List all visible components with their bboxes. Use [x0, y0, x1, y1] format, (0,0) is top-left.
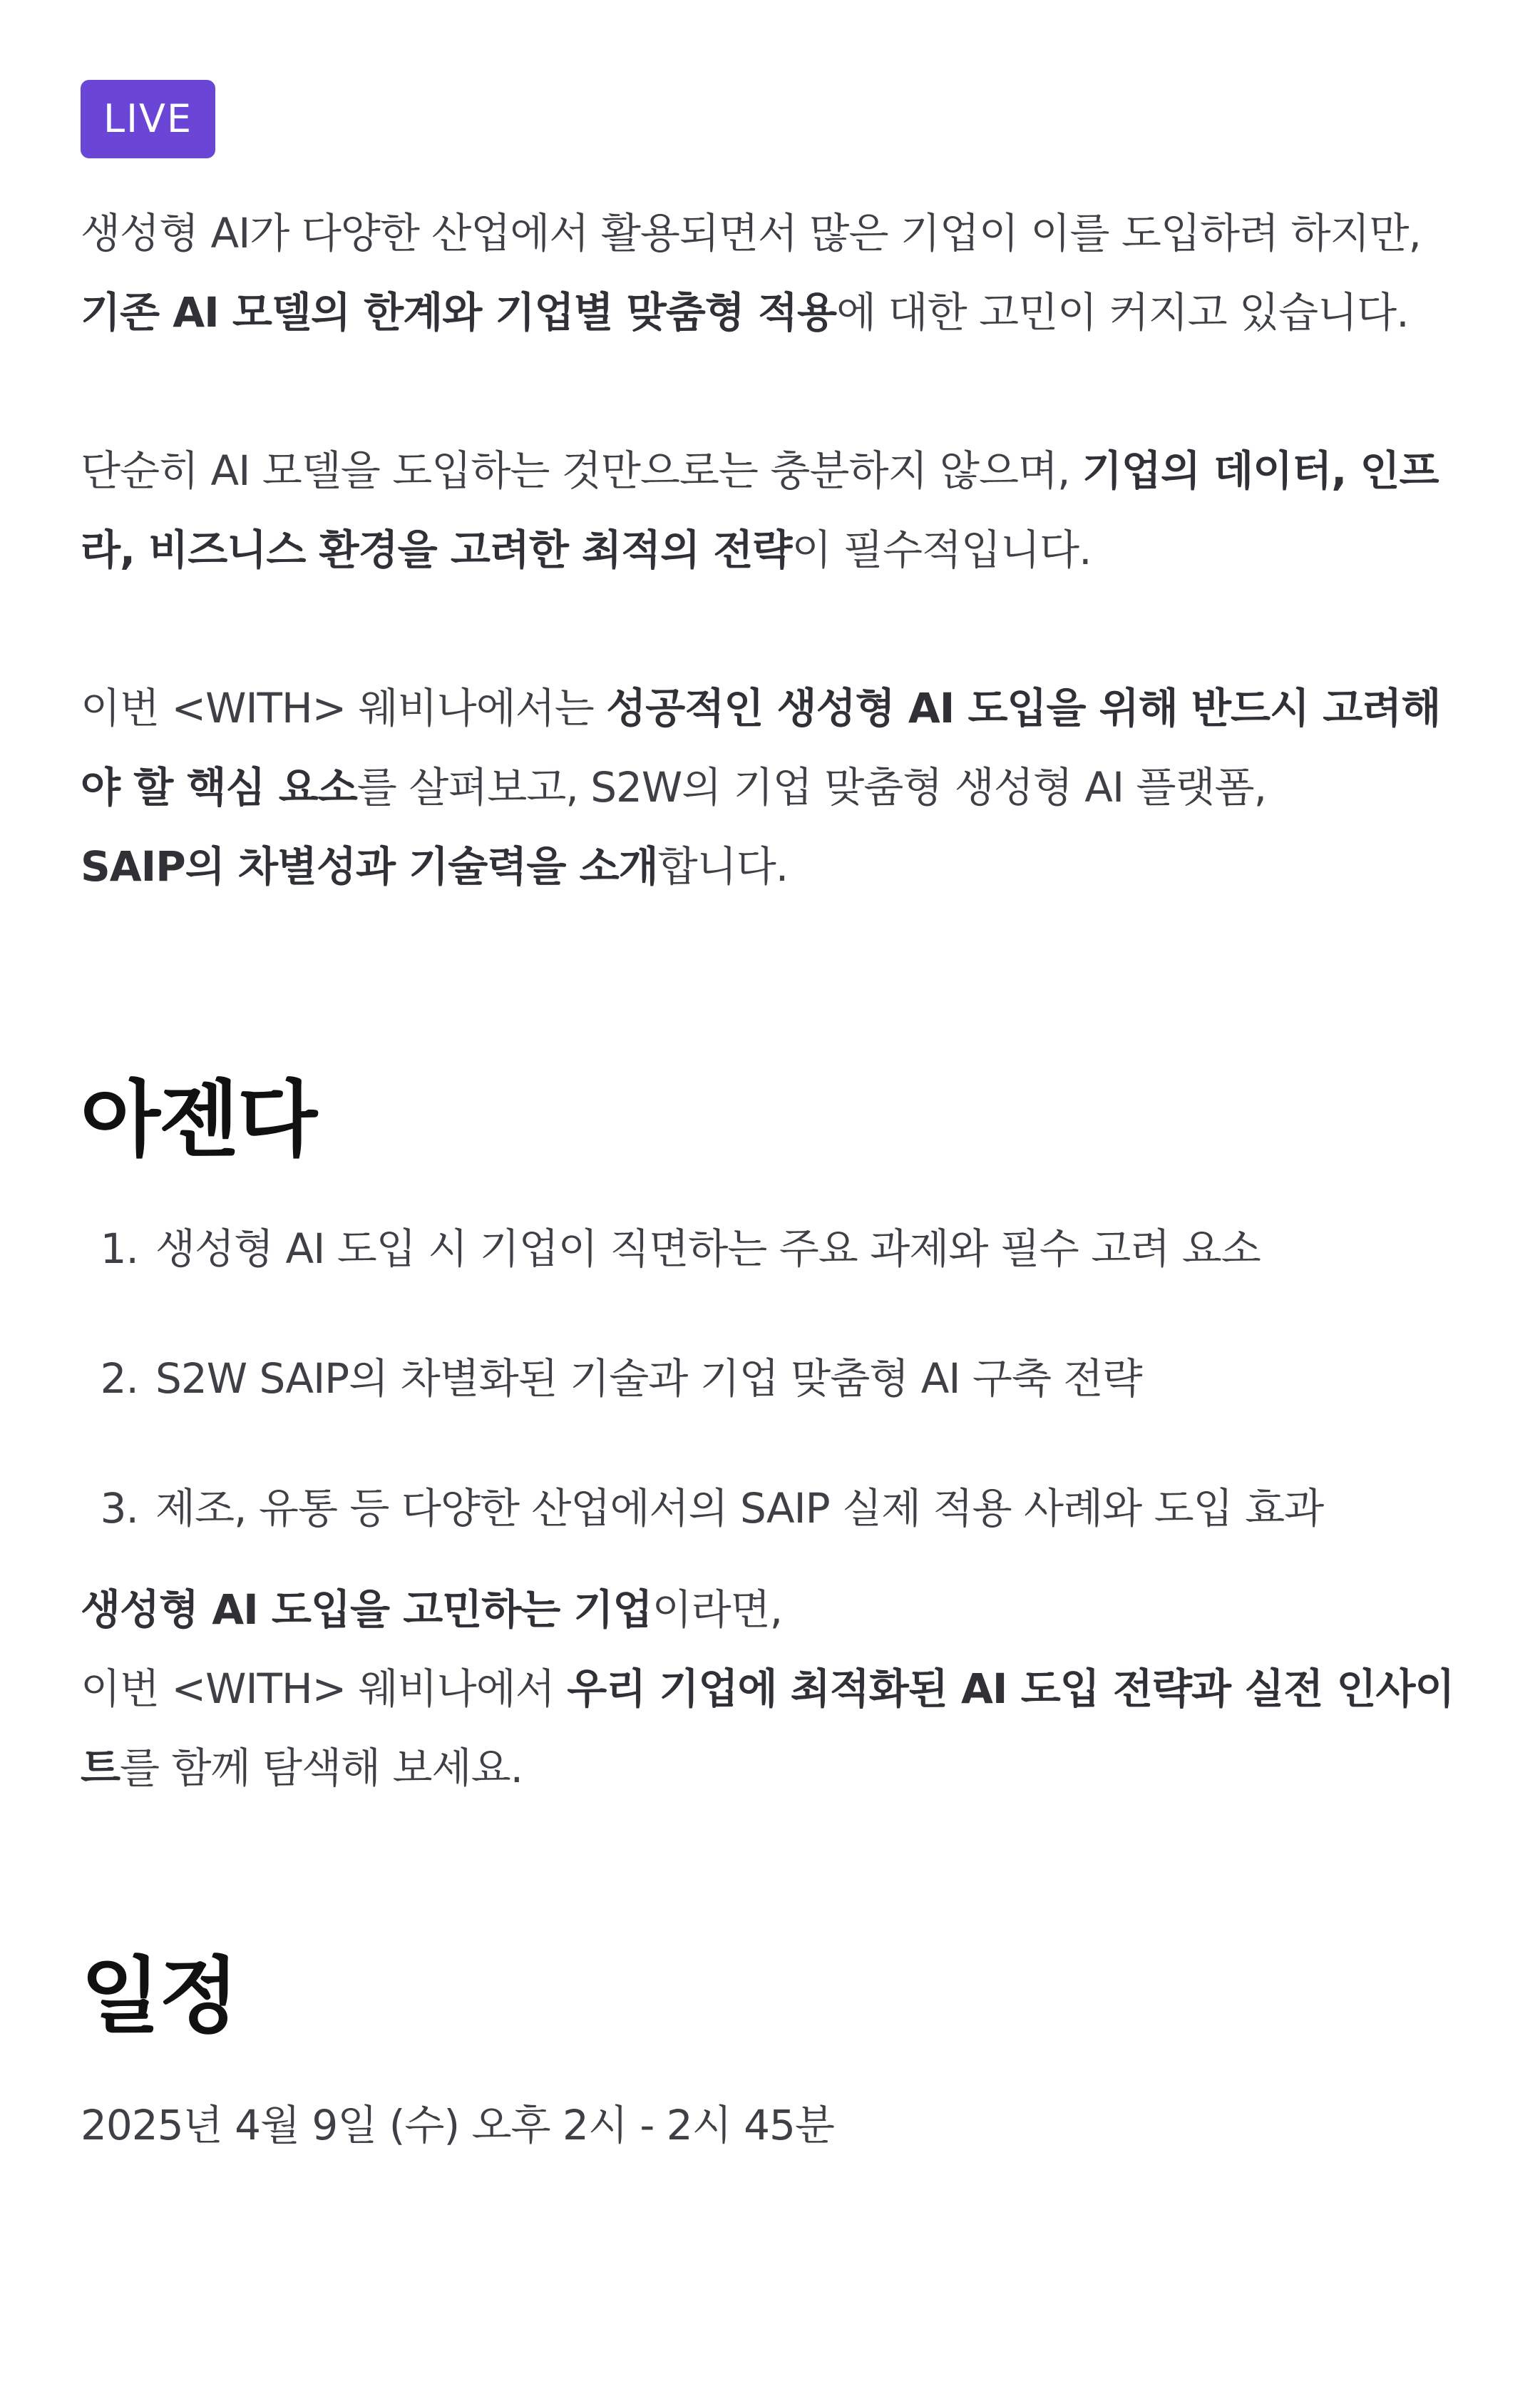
agenda-list	[81, 1209, 1459, 1548]
agenda-item-text: 제조, 유통 등 다양한 산업에서의 SAIP 실제 적용 사례와 도입 효과	[155, 1484, 1324, 1533]
intro-paragraph-1	[81, 194, 1459, 352]
intro-text: 생성형 AI가 다양한 산업에서 활용되면서 많은 기업이 이를 도입하려 하지만,	[81, 209, 1421, 257]
live-badge: LIVE	[81, 80, 215, 158]
agenda-item-text: S2W SAIP의 차별화된 기술과 기업 맞춤형 AI 구축 전략	[155, 1354, 1142, 1403]
agenda-heading: 아젠다	[81, 1072, 317, 1168]
closing-emphasis: 우리 기업에 최적화된 AI 도입 전략과 실전 인사이트	[81, 1664, 1454, 1792]
intro-text: 에 대한 고민이 커지고 있습니다.	[836, 288, 1409, 337]
intro-emphasis: 기업의 데이터, 인프라, 비즈니스 환경을 고려한 최적의 전략	[81, 446, 1439, 574]
agenda-item-number: 3.	[100, 1484, 138, 1533]
agenda-item	[81, 1209, 1459, 1289]
intro-text: 합니다.	[657, 842, 789, 891]
closing-paragraph	[81, 1570, 1459, 1808]
intro-emphasis: 성공적인 생성형 AI 도입을 위해 반드시 고려해야 할 핵심 요소	[81, 684, 1441, 812]
intro-text: 이번 <WITH> 웨비나에서는	[81, 684, 607, 732]
closing-text: 를 함께 탐색해 보세요.	[120, 1744, 523, 1792]
intro-paragraph-3	[81, 669, 1459, 906]
closing-text: 이라면,	[652, 1585, 783, 1634]
closing-text: 이번 <WITH> 웨비나에서	[81, 1664, 568, 1713]
intro-text: 이 필수적입니다.	[791, 526, 1092, 574]
intro-text: 단순히 AI 모델을 도입하는 것만으로는 충분하지 않으며,	[81, 446, 1082, 495]
schedule-heading: 일정	[81, 1948, 238, 2045]
intro-text: 를 살펴보고, S2W의 기업 맞춤형 생성형 AI 플랫폼,	[356, 763, 1267, 812]
intro-emphasis: 기존 AI 모델의 한계와 기업별 맞춤형 적용	[81, 288, 837, 337]
agenda-item-text: 생성형 AI 도입 시 기업이 직면하는 주요 과제와 필수 고려 요소	[155, 1224, 1261, 1273]
intro-paragraph-2	[81, 431, 1459, 590]
intro-emphasis: SAIP의 차별성과 기술력을 소개	[81, 842, 658, 891]
agenda-item	[81, 1469, 1459, 1548]
agenda-item	[81, 1339, 1459, 1418]
schedule-datetime: 2025년 4월 9일 (수) 오후 2시 - 2시 45분	[81, 2101, 834, 2149]
agenda-item-number: 1.	[100, 1224, 138, 1273]
closing-emphasis: 생성형 AI 도입을 고민하는 기업	[81, 1585, 652, 1634]
agenda-item-number: 2.	[100, 1354, 138, 1403]
